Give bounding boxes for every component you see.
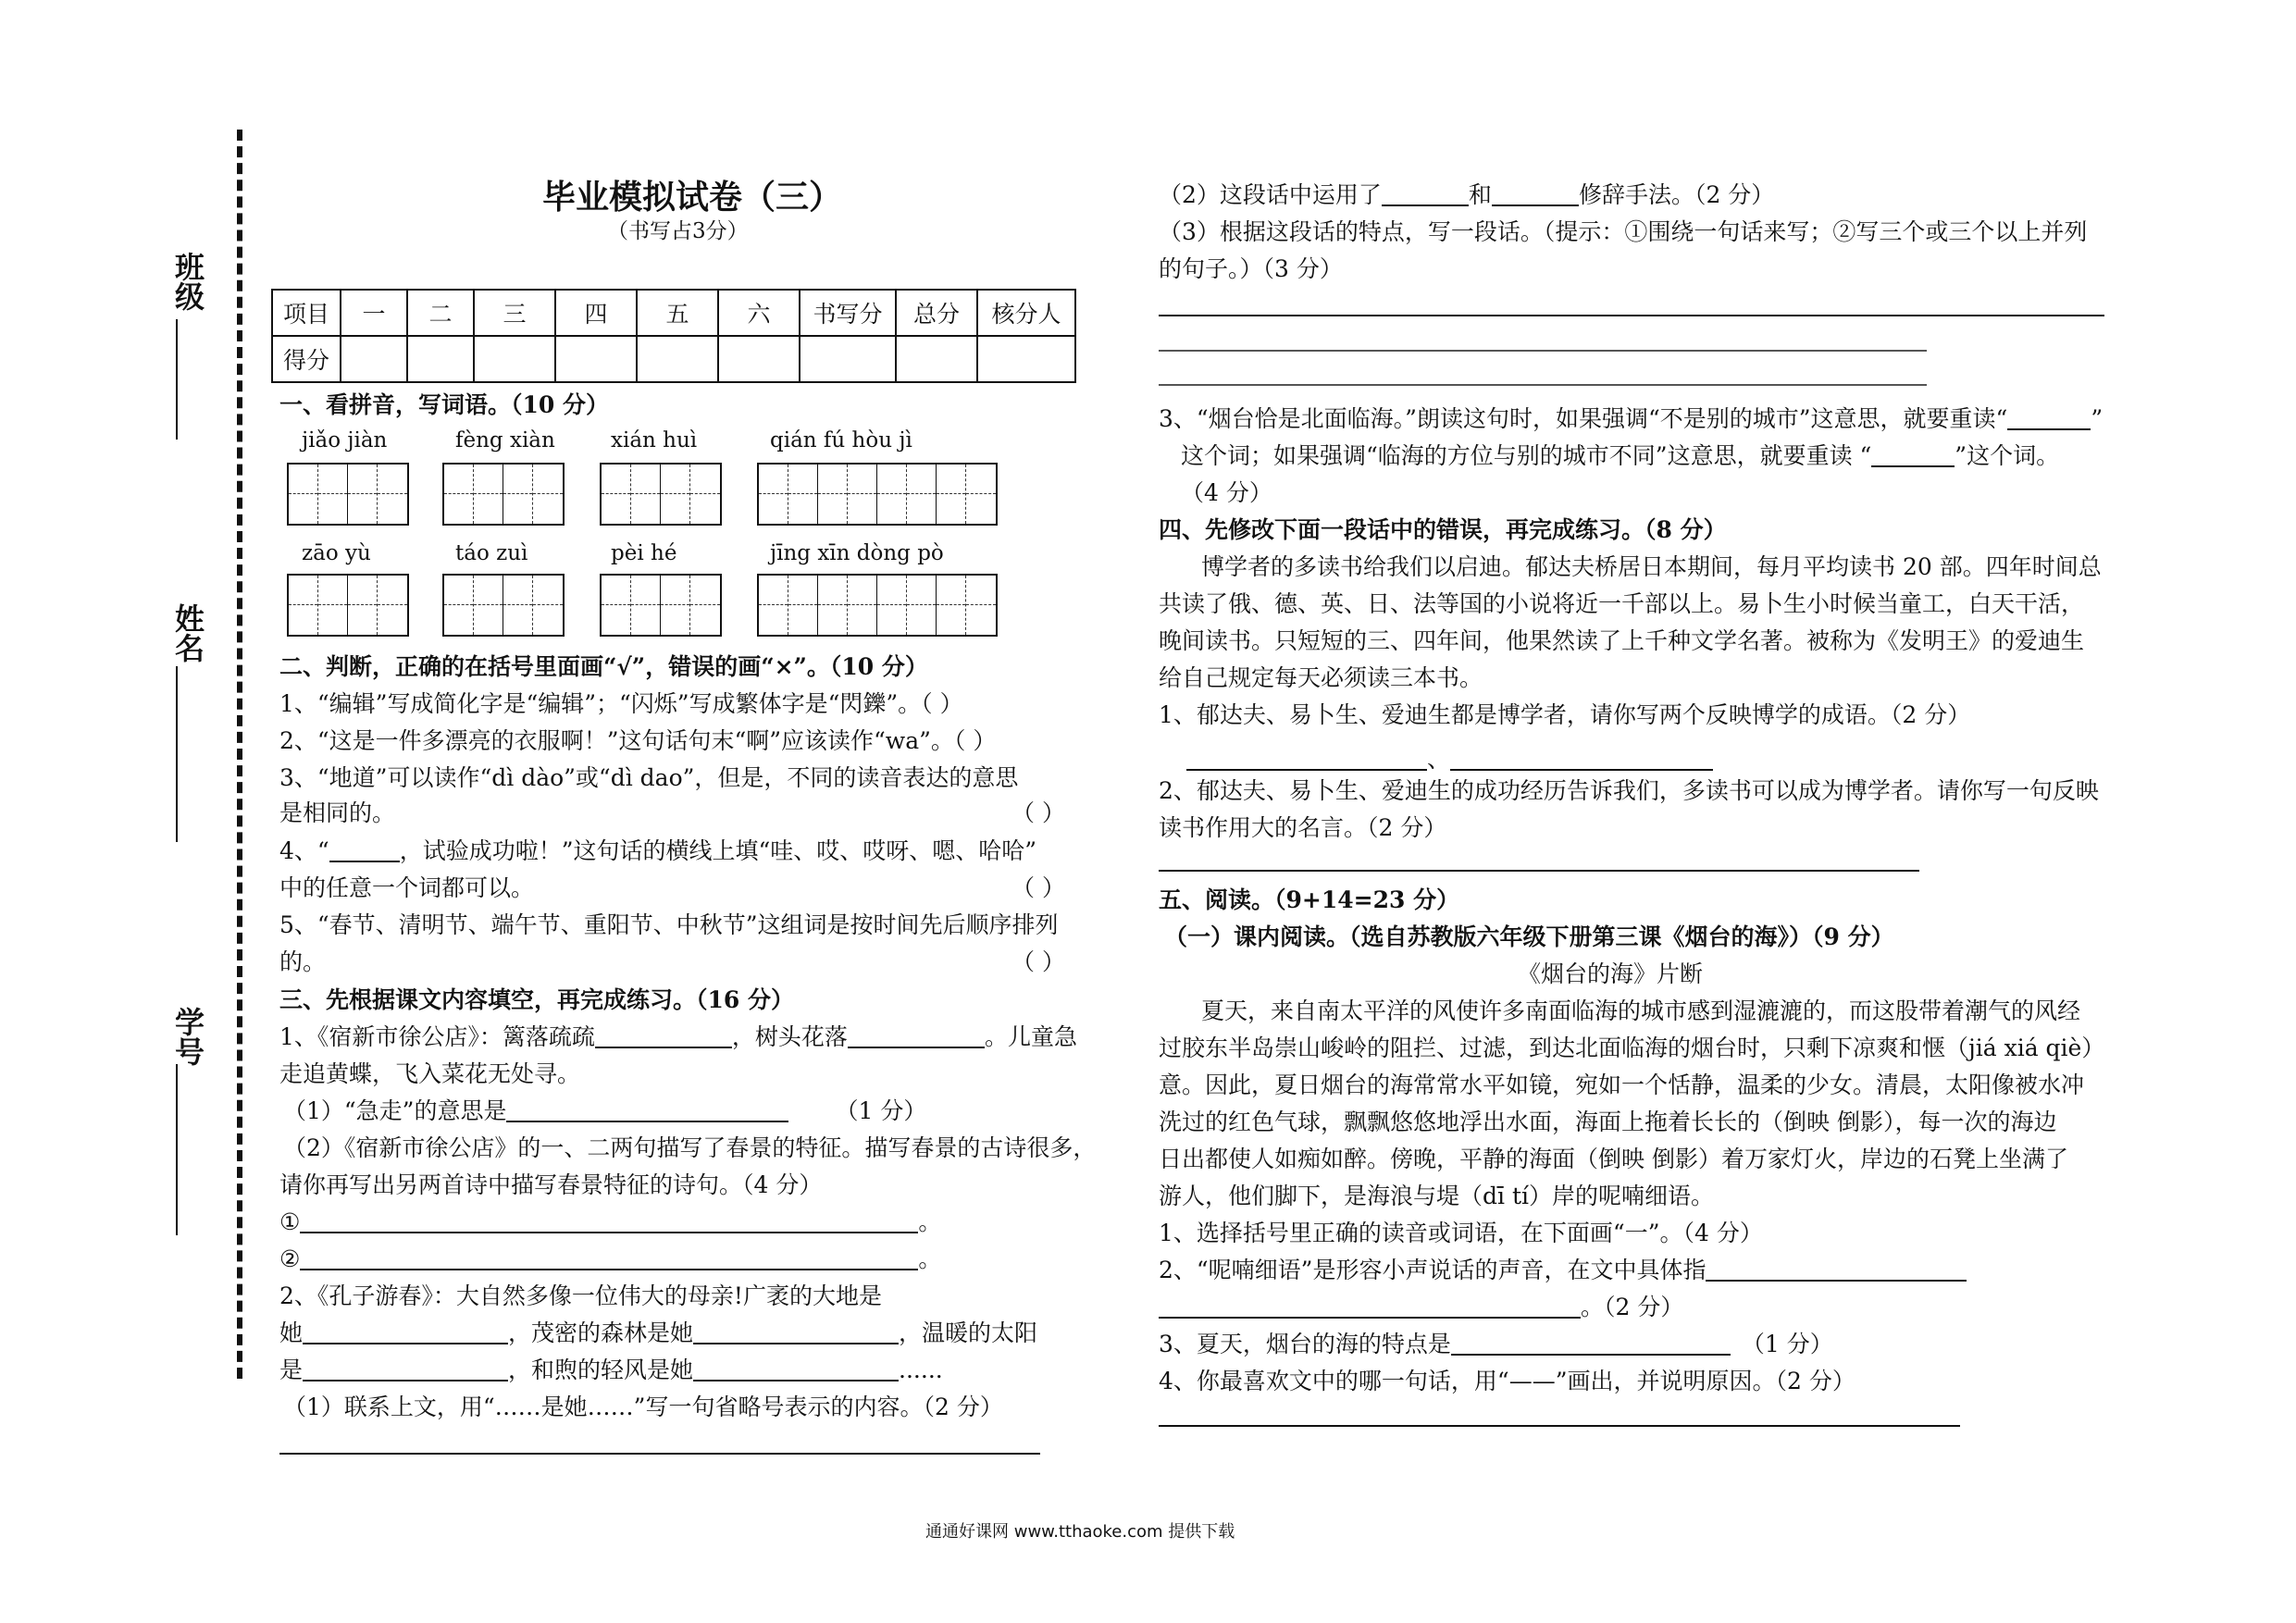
section1-title: 一、看拼音，写词语。（10 分）	[279, 391, 609, 418]
blank[interactable]	[1706, 1256, 1967, 1282]
reading-q2-cont: 。（2 分）	[1159, 1291, 1683, 1324]
fill-q2-1: （1）联系上文，用“……是她……”写一句省略号表示的内容。（2 分）	[283, 1394, 1003, 1420]
answer-line[interactable]	[1159, 315, 2104, 316]
score-header-cell: 总分	[896, 290, 977, 336]
writing-grid[interactable]	[757, 574, 998, 637]
score-header-row	[272, 290, 1075, 336]
writing-grid[interactable]	[600, 463, 722, 526]
passage-title: 《烟台的海》片断	[1518, 960, 1704, 987]
score-cell[interactable]	[800, 336, 896, 382]
judge-item-4: 4、“ ，试验成功啦！”这句话的横线上填“哇、哎、哎呀、嗯、哈哈”	[279, 837, 1037, 864]
score-table	[271, 289, 1076, 383]
writing-grid[interactable]	[287, 574, 409, 637]
blank[interactable]	[848, 1022, 985, 1048]
class-label: 班级	[170, 252, 205, 311]
section4-title: 四、先修改下面一段话中的错误，再完成练习。（8 分）	[1159, 516, 1727, 543]
fill-q1-1: （1）“急走”的意思是 （1 分）	[283, 1097, 927, 1124]
judge-item-3-cont: 是相同的。	[279, 799, 396, 826]
score-header-cell: 六	[718, 290, 800, 336]
fill-q1-2: （2）《宿新市徐公店》的一、二两句描写了春景的特征。描写春景的古诗很多，	[283, 1134, 1097, 1161]
answer-line[interactable]	[300, 1245, 918, 1270]
fill-q2-line2: 她 ，茂密的森林是她 ，温暖的太阳	[279, 1319, 1038, 1346]
exam-subtitle: （书写占3分）	[607, 219, 749, 243]
blank[interactable]	[1871, 441, 1955, 467]
pinyin-label: zāo yù	[302, 541, 371, 565]
blank[interactable]	[506, 1096, 788, 1122]
blank[interactable]	[1159, 1293, 1581, 1319]
writing-question-cont: 的句子。）（3 分）	[1159, 255, 1343, 282]
exam-title: 毕业模拟试卷（三）	[542, 178, 843, 217]
score-cell[interactable]	[637, 336, 718, 382]
judge-paren[interactable]: （ ）	[1011, 799, 1065, 826]
id-field[interactable]	[176, 1064, 178, 1235]
blank[interactable]	[1492, 180, 1579, 206]
blank[interactable]	[1450, 745, 1713, 771]
poem-line-2: ② 。	[279, 1245, 942, 1272]
blank[interactable]	[1186, 745, 1427, 771]
writing-grid[interactable]	[600, 574, 722, 637]
score-cell[interactable]	[977, 336, 1075, 382]
blank[interactable]	[1451, 1330, 1731, 1356]
stress-question-cont: 这个词；如果强调“临海的方位与别的城市不同”这意思，就要重读 “ ”这个词。	[1181, 442, 2060, 469]
passage-line: 过胶东半岛崇山峻岭的阻拦、过滤，到达北面临海的烟台时，只剩下凉爽和惬（jiá xiá qiè）	[1159, 1035, 2105, 1061]
score-value-row	[272, 336, 1075, 382]
fill-q1-cont: 走追黄蝶，飞入菜花无处寻。	[279, 1060, 581, 1087]
score-header-cell: 二	[407, 290, 474, 336]
score-header-cell: 一	[341, 290, 407, 336]
judge-paren[interactable]: （ ）	[1011, 874, 1065, 901]
id-label: 学号	[170, 1007, 205, 1066]
binding-dashed-line	[237, 130, 242, 1379]
score-header-cell: 书写分	[800, 290, 896, 336]
name-field[interactable]	[176, 666, 178, 842]
blank[interactable]	[329, 836, 400, 862]
fill-q2: 2、《孔子游春》：大自然多像一位伟大的母亲!广袤的大地是	[279, 1282, 882, 1309]
answer-line[interactable]	[1159, 1425, 1960, 1427]
blank[interactable]	[303, 1319, 508, 1344]
blank[interactable]	[693, 1356, 899, 1381]
score-cell[interactable]	[407, 336, 474, 382]
quote-question-cont: 读书作用大的名言。（2 分）	[1159, 814, 1447, 841]
quote-question: 2、郁达夫、易卜生、爱迪生的成功经历告诉我们，多读书可以成为博学者。请你写一句反映	[1159, 777, 2099, 804]
score-cell[interactable]	[718, 336, 800, 382]
score-header-cell: 四	[555, 290, 637, 336]
reading-q1: 1、选择括号里正确的读音或词语，在下面画“一”。（4 分）	[1159, 1220, 1763, 1246]
answer-line[interactable]	[300, 1208, 918, 1233]
judge-item-5: 5、“春节、清明节、端午节、重阳节、中秋节”这组词是按时间先后顺序排列	[279, 911, 1059, 938]
reading-q4: 4、你最喜欢文中的哪一句话，用“——”画出，并说明原因。（2 分）	[1159, 1368, 1855, 1394]
section2-title: 二、判断，正确的在括号里面画“√”，错误的画“×”。（10 分）	[279, 653, 928, 680]
writing-question: （3）根据这段话的特点，写一段话。（提示：①围绕一句话来写；②写三个或三个以上并列	[1159, 218, 2088, 245]
section4-para: 共读了俄、德、英、日、法等国的小说将近一千部以上。易卜生小时候当童工，白天干活，	[1159, 590, 2085, 617]
pinyin-label: táo zuì	[455, 541, 528, 565]
score-header-cell: 五	[637, 290, 718, 336]
stress-question-score: （4 分）	[1181, 479, 1272, 506]
fill-q1-2-cont: 请你再写出另两首诗中描写春景特征的诗句。（4 分）	[279, 1171, 823, 1198]
reading-q2: 2、“呢喃细语”是形容小声说话的声音，在文中具体指	[1159, 1254, 1967, 1287]
writing-grid[interactable]	[442, 574, 565, 637]
passage-line: 洗过的红色气球，飘飘悠悠地浮出水面，海面上拖着长长的（倒映 倒影），每一次的海边	[1159, 1109, 2057, 1135]
fill-q2-line3: 是 ，和煦的轻风是她 ......	[279, 1357, 943, 1383]
judge-item-2: 2、“这是一件多漂亮的衣服啊！”这句话句末“啊”应该读作“wa”。（ ）	[279, 727, 997, 754]
pinyin-label: jīng xīn dòng pò	[770, 541, 944, 565]
reading-q3: 3、夏天，烟台的海的特点是 （1 分）	[1159, 1331, 1833, 1357]
score-row-label: 得分	[272, 336, 341, 382]
writing-grid[interactable]	[757, 463, 998, 526]
fill-q1: 1、《宿新市徐公店》：篱落疏疏 ，树头花落 。儿童急	[279, 1023, 1077, 1050]
score-cell[interactable]	[341, 336, 407, 382]
blank[interactable]	[693, 1319, 899, 1344]
blank[interactable]	[595, 1022, 732, 1048]
score-cell[interactable]	[896, 336, 977, 382]
passage-line: 日出都使人如痴如醉。傍晚，平静的海面（倒映 倒影）着万家灯火，岸边的石凳上坐满了	[1159, 1146, 2068, 1172]
poem-line-1: ① 。	[279, 1208, 942, 1235]
passage-line: 意。因此，夏日烟台的海常常水平如镜，宛如一个恬静，温柔的少女。清晨，太阳像被水冲	[1159, 1072, 2085, 1098]
rhetoric-question: （2）这段话中运用了 和 修辞手法。（2 分）	[1159, 181, 1775, 208]
passage-line: 游人，他们脚下，是海浪与堤（dī tí）岸的呢喃细语。	[1159, 1183, 1714, 1209]
section5-title: 五、阅读。（9+14=23 分）	[1159, 886, 1460, 913]
idiom-answers: 、	[1186, 743, 1713, 776]
judge-item-4-cont: 中的任意一个词都可以。	[279, 874, 535, 901]
passage-line: 夏天，来自南太平洋的风使许多南面临海的城市感到湿漉漉的，而这股带着潮气的风经	[1201, 997, 2081, 1024]
answer-line[interactable]	[1159, 384, 1927, 386]
answer-line[interactable]	[1159, 870, 1919, 872]
pinyin-label: qián fú hòu jì	[770, 428, 912, 452]
judge-item-5-cont: 的。	[279, 948, 327, 975]
blank[interactable]	[303, 1356, 508, 1381]
writing-grid[interactable]	[442, 463, 565, 526]
section4-para: 博学者的多读书给我们以启迪。郁达夫桥居日本期间，每月平均读书 20 部。四年时间总	[1201, 553, 2102, 580]
section4-para: 给自己规定每天必须读三本书。	[1159, 664, 1483, 691]
section3-title: 三、先根据课文内容填空，再完成练习。（16 分）	[279, 986, 794, 1013]
answer-line[interactable]	[279, 1453, 1040, 1455]
writing-grid[interactable]	[287, 463, 409, 526]
answer-line[interactable]	[1159, 350, 1927, 352]
judge-item-3: 3、“地道”可以读作“dì dào”或“dì dao”，但是，不同的读音表达的意思	[279, 764, 1019, 791]
class-field[interactable]	[176, 319, 178, 440]
section4-para: 晚间读书。只短短的三、四年间，他果然读了上千种文学名著。被称为《发明王》的爱迪生	[1159, 627, 2085, 654]
score-header-cell: 三	[474, 290, 555, 336]
blank[interactable]	[1382, 180, 1469, 206]
pinyin-label: xián huì	[611, 428, 698, 452]
pinyin-label: fèng xiàn	[455, 428, 555, 452]
pinyin-label: pèi hé	[611, 541, 677, 565]
stress-question: 3、“烟台恰是北面临海。”朗读这句时，如果强调“不是别的城市”这意思，就要重读“ ”	[1159, 405, 2104, 432]
score-header-cell: 核分人	[977, 290, 1075, 336]
judge-item-1: 1、“编辑”写成简化字是“编辑”；“闪烁”写成繁体字是“閃鑠”。（ ）	[279, 690, 963, 717]
score-header-cell: 项目	[272, 290, 341, 336]
score-cell[interactable]	[474, 336, 555, 382]
score-cell[interactable]	[555, 336, 637, 382]
name-label: 姓名	[170, 603, 205, 663]
idiom-question: 1、郁达夫、易卜生、爱迪生都是博学者，请你写两个反映博学的成语。（2 分）	[1159, 701, 1971, 728]
footer-source: 通通好课网 www.tthaoke.com 提供下载	[925, 1522, 1235, 1542]
pinyin-label: jiǎo jiàn	[302, 428, 388, 452]
section5-subtitle: （一）课内阅读。（选自苏教版六年级下册第三课《烟台的海》）（9 分）	[1164, 923, 1894, 950]
blank[interactable]	[2007, 404, 2091, 430]
judge-paren[interactable]: （ ）	[1011, 948, 1065, 975]
